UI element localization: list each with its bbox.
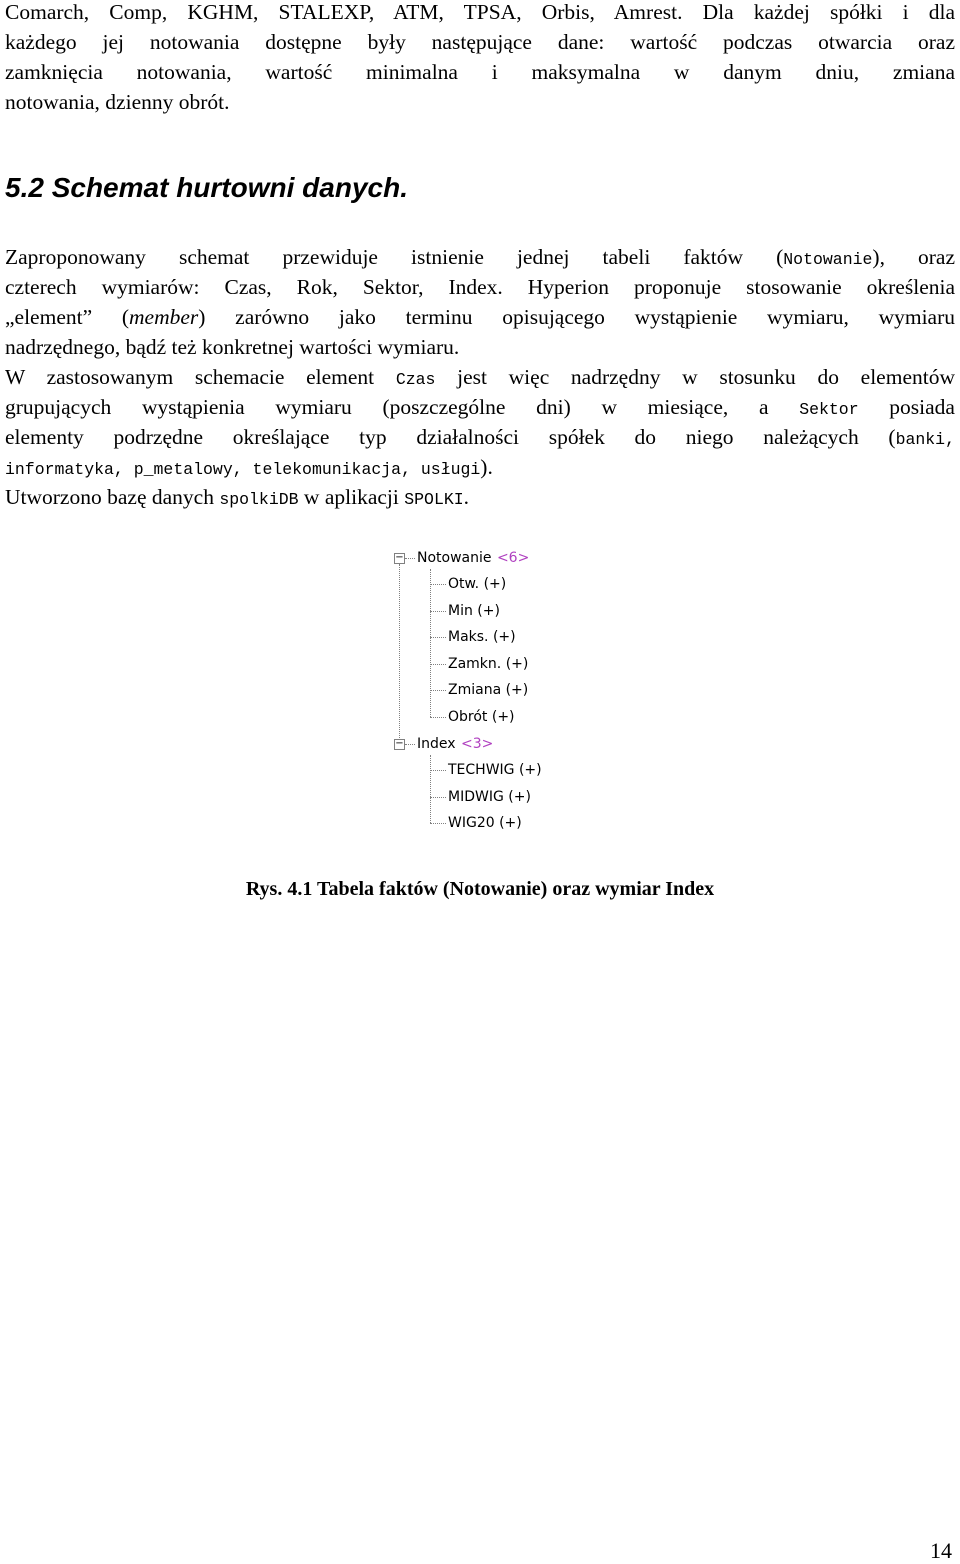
tree-leaf-techwig[interactable]: TECHWIG (+) (448, 762, 542, 778)
intro-line-1: Comarch, Comp, KGHM, STALEXP, ATM, TPSA, Orbis, Amrest. Dla każdej spółki i dla (5, 0, 955, 24)
tree-connector (430, 717, 446, 718)
text-run: ), oraz (872, 245, 955, 269)
tree-connector (405, 744, 415, 745)
database-line (5, 482, 955, 512)
schema-line-1 (5, 242, 955, 272)
code-sector-list: informatyka, p_metalowy, telekomunikacja, usługi (5, 460, 481, 479)
outline-tree (390, 538, 580, 838)
figure-caption: Rys. 4.1 Tabela faktów (Notowanie) oraz wymiar Index (245, 878, 715, 900)
text-run: „element” ( (5, 305, 130, 329)
collapse-icon[interactable]: − (395, 552, 404, 563)
element-line-3 (5, 422, 955, 452)
tree-connector (430, 755, 431, 823)
tree-connector (430, 611, 446, 612)
tree-connector (399, 564, 400, 744)
tree-connector (430, 690, 446, 691)
schema-line-3 (5, 302, 955, 332)
code-banki: banki, (895, 430, 955, 449)
tree-connector (430, 637, 446, 638)
text-run: ) zarówno jako terminu opisującego wystąpienie wymiaru, wymiaru (198, 305, 955, 329)
tree-leaf-midwig[interactable]: MIDWIG (+) (448, 789, 531, 805)
tree-node-notowanie[interactable] (416, 548, 529, 568)
text-run: w aplikacji (298, 485, 405, 509)
italic-member: member (129, 305, 199, 329)
element-line-1 (5, 362, 955, 392)
tree-node-label: Notowanie (417, 550, 492, 566)
code-spolki: SPOLKI (404, 490, 464, 509)
member-count-badge: <6> (496, 550, 530, 566)
element-paragraph (5, 362, 955, 482)
collapse-icon[interactable]: − (395, 738, 404, 749)
text-run: ). (480, 455, 493, 479)
page-number: 14 (930, 1538, 952, 1563)
code-spolkidb: spolkiDB (219, 490, 299, 509)
database-paragraph (5, 482, 955, 512)
text-run: grupujących wystąpienia wymiaru (poszczególne dni) w miesiące, a (5, 395, 800, 419)
schema-paragraph (5, 242, 955, 362)
tree-connector (405, 558, 415, 559)
text-run: Utworzono bazę danych (5, 485, 220, 509)
tree-leaf-zmiana[interactable]: Zmiana (+) (448, 682, 529, 698)
tree-leaf-min[interactable]: Min (+) (448, 603, 500, 619)
tree-connector (430, 584, 446, 585)
text-run: posiada (858, 395, 955, 419)
schema-line-2: czterech wymiarów: Czas, Rok, Sektor, Index. Hyperion proponuje stosowanie określenia (5, 275, 955, 299)
tree-leaf-maks[interactable]: Maks. (+) (448, 629, 516, 645)
tree-leaf-zamkn[interactable]: Zamkn. (+) (448, 656, 529, 672)
text-run: jest więc nadrzędny w stosunku do elementów (435, 365, 955, 389)
tree-leaf-otw[interactable]: Otw. (+) (448, 576, 507, 592)
code-notowanie: Notowanie (783, 250, 873, 269)
tree-leaf-obrot[interactable]: Obrót (+) (448, 709, 515, 725)
tree-connector (430, 797, 446, 798)
tree-connector (430, 770, 446, 771)
tree-leaf-wig20[interactable]: WIG20 (+) (448, 815, 522, 831)
tree-node-index[interactable] (416, 734, 493, 754)
tree-node-label: Index (417, 736, 456, 752)
text-run: Zaproponowany schemat przewiduje istnienie jednej tabeli faktów ( (5, 245, 784, 269)
code-czas: Czas (395, 370, 436, 389)
tree-connector (430, 569, 431, 717)
intro-line-4: notowania, dzienny obrót. (5, 90, 230, 114)
text-run: W zastosowanym schemacie element (5, 365, 396, 389)
intro-line-2: każdego jej notowania dostępne były następujące dane: wartość podczas otwarcia oraz (5, 30, 955, 54)
text-run: elementy podrzędne określające typ działalności spółek do niego należących ( (5, 425, 896, 449)
section-heading: 5.2 Schemat hurtowni danych. (5, 172, 408, 203)
schema-line-4: nadrzędnego, bądź też konkretnej wartości wymiaru. (5, 335, 460, 359)
member-count-badge: <3> (461, 736, 494, 752)
element-line-4 (5, 452, 955, 482)
intro-paragraph (5, 0, 955, 117)
text-run: . (463, 485, 470, 509)
intro-line-3: zamknięcia notowania, wartość minimalna i maksymalna w danym dniu, zmiana (5, 60, 955, 84)
tree-connector (430, 664, 446, 665)
code-sektor: Sektor (799, 400, 859, 419)
element-line-2 (5, 392, 955, 422)
tree-connector (430, 823, 446, 824)
